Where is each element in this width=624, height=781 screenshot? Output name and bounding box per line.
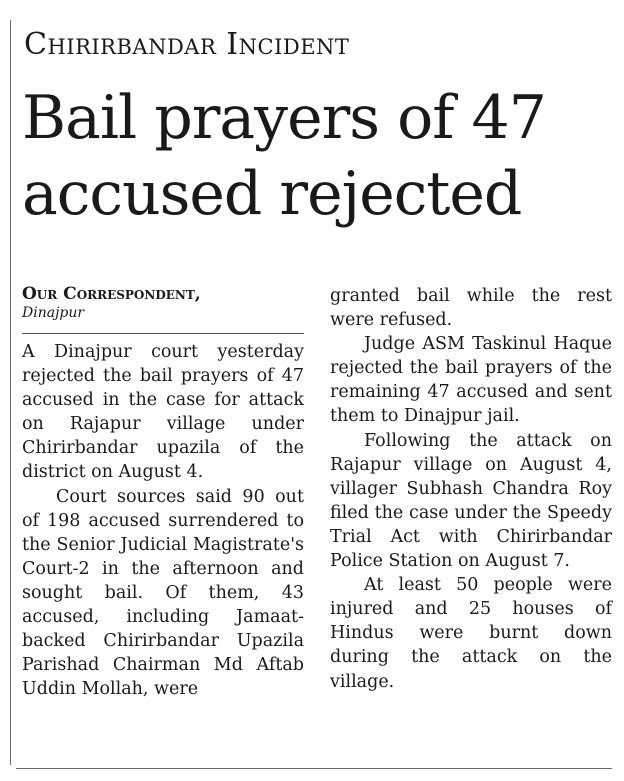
headline-line-1: Bail prayers of 47 (22, 83, 546, 153)
article-kicker: Chirirbandar Incident (24, 27, 350, 62)
article-headline (22, 80, 622, 232)
paragraph-3: Judge ASM Taskinul Haque rejected the bail prayers of the remaining 47 accused and sent them to Dinajpur jail. (330, 334, 612, 427)
article-column-right (330, 284, 612, 694)
article-column-left (22, 284, 304, 701)
byline-rule (22, 333, 304, 334)
bottom-rule (16, 768, 612, 769)
paragraph-4: Following the attack on Rajapur village on August 4, villager Subhash Chandra Roy filed the case under the Speedy Trial Act with Chirirbandar Police Station on August 7. (330, 430, 612, 572)
paragraph-2-continued: granted bail while the rest were refused. (330, 286, 612, 331)
byline-name: Our Correspondent, (22, 284, 201, 304)
byline-place: Dinajpur (22, 305, 85, 321)
paragraph-1: A Dinajpur court yesterday rejected the bail prayers of 47 accused in the case for attack on Rajapur village under Chirirbandar upazila of the district on August 4. (22, 342, 304, 483)
headline-line-2: accused rejected (22, 159, 522, 229)
paragraph-2: Court sources said 90 out of 198 accused surrendered to the Senior Judicial Magistrate's Court-2 in the afternoon and sought bail. Of them, 43 accused, including Jamaat-backed Chirirbandar Upazila Parishad Chairman Md Aftab Uddin Mollah, were (22, 486, 304, 700)
column-rule-left (10, 20, 11, 765)
paragraph-5: At least 50 people were injured and 25 houses of Hindus were burnt down during the attack on the village. (330, 575, 612, 692)
